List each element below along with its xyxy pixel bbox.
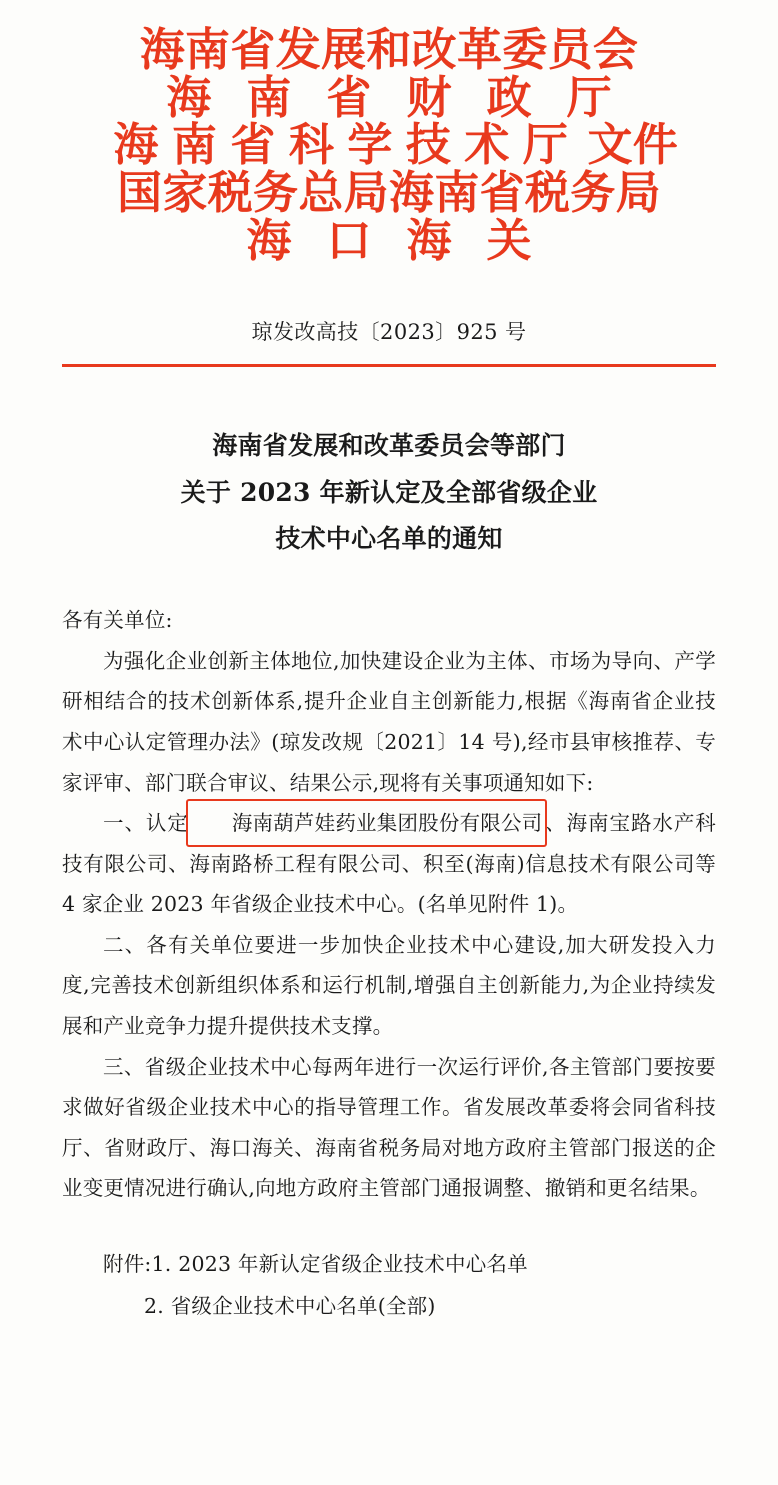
letterhead-line-4 (62, 166, 716, 220)
attachment-item-1: 1. 2023 年新认定省级企业技术中心名单 (151, 1251, 528, 1276)
attachment-line-1 (62, 1243, 716, 1285)
attachment-item-2: 2. 省级企业技术中心名单(全部) (144, 1293, 436, 1318)
letterhead-line-3-text: 海南省科学技术厅 (113, 118, 582, 172)
document-number: 琼发改高技〔2023〕925 号 (251, 320, 527, 345)
letterhead-line-5-text: 海口海关 (246, 213, 567, 267)
salutation: 各有关单位: (62, 608, 173, 633)
item-one-suffix: 、海南宝路水产科技有限公司、海南路桥工程有限公司、积至(海南)信息技术有限公司等 4 家企业 2023 年省级企业技术中心。(名单见附件 1)。 (62, 811, 716, 917)
letterhead-line-3 (62, 118, 716, 172)
body-paragraph-item-one (62, 803, 716, 925)
attachment-line-2 (62, 1285, 716, 1327)
title-line-2: 关于 2023 年新认定及全部省级企业 (180, 477, 598, 507)
letterhead-line-2 (62, 70, 716, 124)
letterhead-line-2-text: 海南省财政厅 (166, 70, 647, 124)
red-separator-rule (62, 364, 716, 367)
letterhead-line-5 (62, 213, 716, 267)
letterhead-line-4-text: 国家税务总局海南省税务局 (117, 166, 661, 220)
letterhead-line-1-text: 海南省发展和改革委员会 (139, 23, 639, 76)
title-line-1: 海南省发展和改革委员会等部门 (212, 431, 566, 461)
highlighted-company-name: 海南葫芦娃药业集团股份有限公司 (189, 803, 545, 844)
letterhead-line-1 (62, 23, 716, 76)
document-title (62, 423, 716, 562)
body-paragraph-intro: 为强化企业创新主体地位,加快建设企业为主体、市场为导向、产学研相结合的技术创新体系,提升企业自主创新能力,根据《海南省企业技术中心认定管理办法》(琼发改规〔2021〕14 号),经市县审核推荐、专家评审、部门联合审议、结果公示,现将有关事项通知如下: (62, 648, 716, 795)
body-paragraph-item-three: 三、省级企业技术中心每两年进行一次运行评价,各主管部门要按要求做好省级企业技术中心的指导管理工作。省发展改革委将会同省科技厅、省财政厅、海口海关、海南省税务局对地方政府主管部门报送的企业变更情况进行确认,向地方政府主管部门通报调整、撤销和更名结果。 (62, 1054, 716, 1201)
letterhead-line-3-suffix: 文件 (587, 118, 679, 172)
attachments (62, 1243, 716, 1327)
item-one-prefix: 一、认定 (103, 811, 189, 836)
body-paragraph-item-two: 二、各有关单位要进一步加快企业技术中心建设,加大研发投入力度,完善技术创新组织体系和运行机制,增强自主创新能力,为企业持续发展和产业竞争力提升提供技术支撑。 (62, 932, 716, 1038)
attachment-label: 附件: (103, 1251, 152, 1276)
document-body (62, 600, 716, 1209)
title-line-3: 技术中心名单的通知 (275, 523, 503, 553)
letterhead (62, 0, 716, 267)
